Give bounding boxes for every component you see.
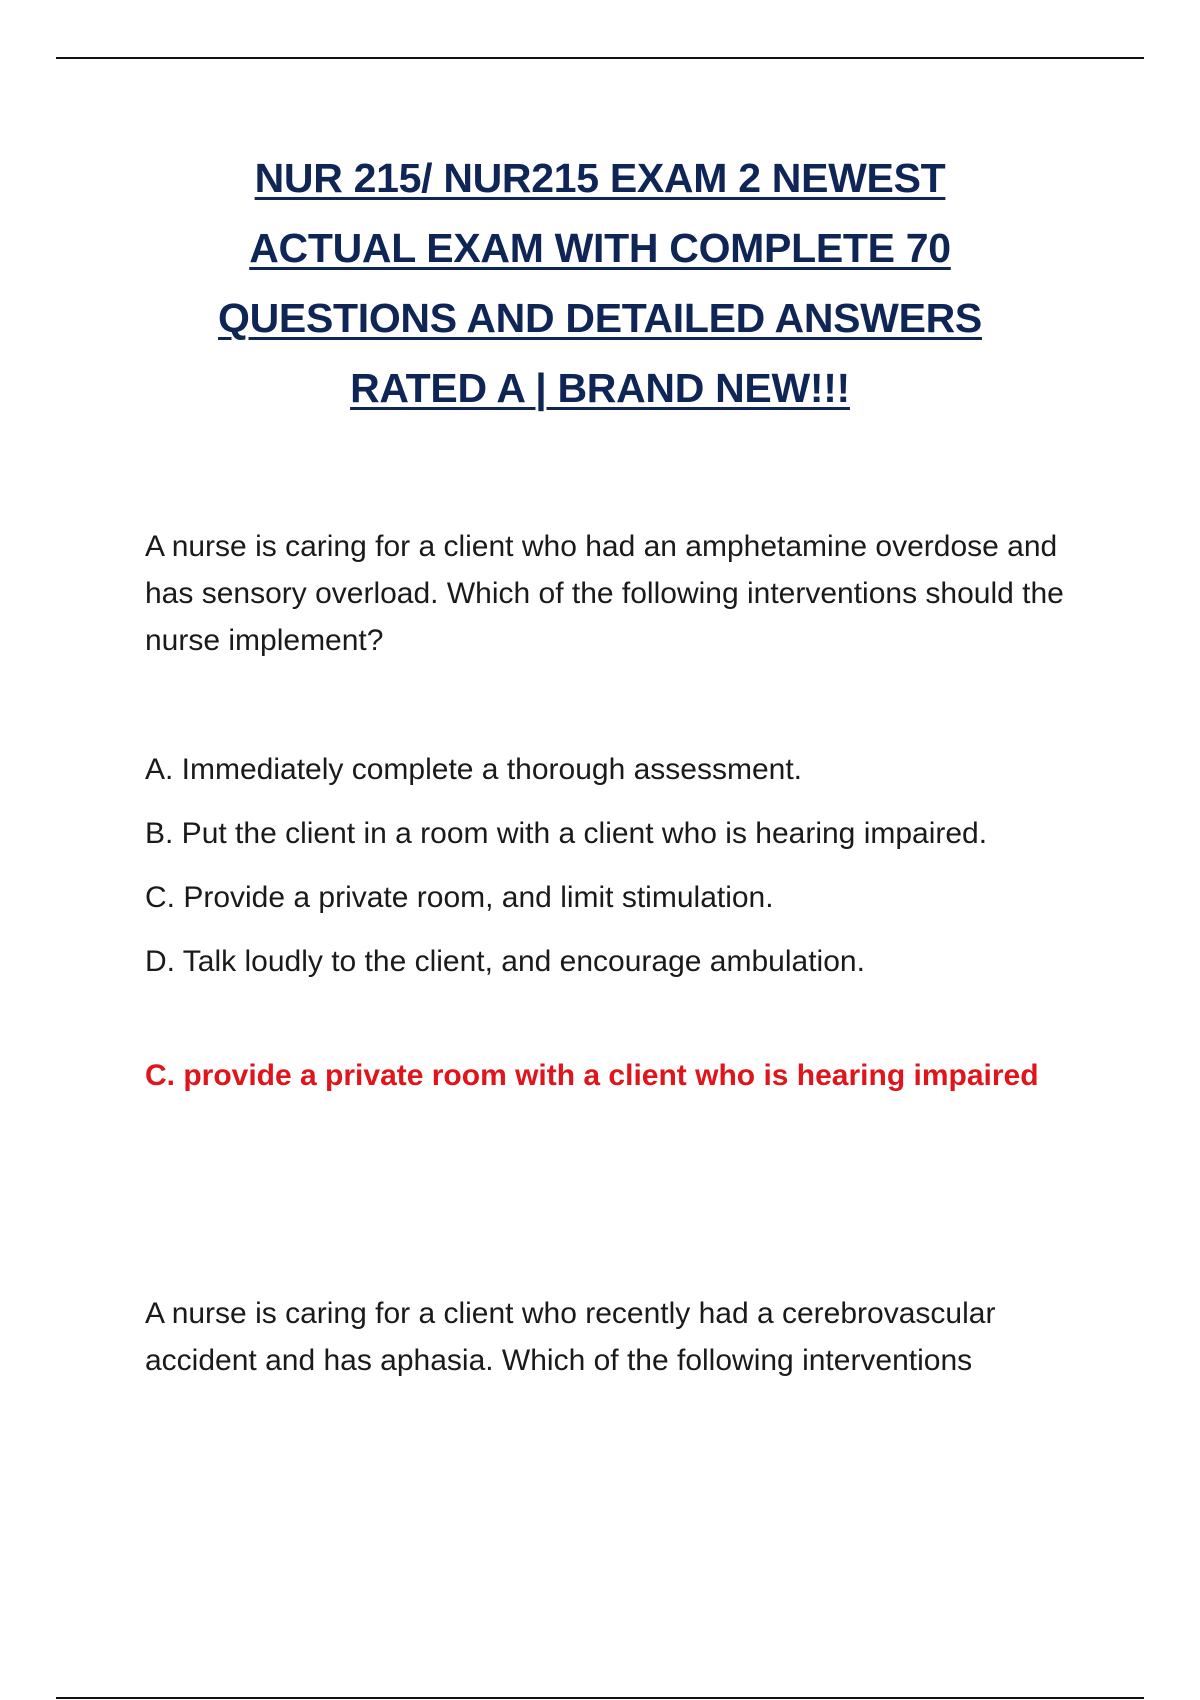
question-1-text: A nurse is caring for a client who had an amphetamine overdose and has sensory overload. Which of the following interventions should the nurse implement? (145, 530, 1064, 657)
document-title (150, 143, 1050, 423)
question-1-answer: C. provide a private room with a client who is hearing impaired (145, 1059, 1039, 1092)
title-line-2: ACTUAL EXAM WITH COMPLETE 70 (249, 225, 951, 271)
bottom-rule (56, 1697, 1144, 1699)
option-d: D. Talk loudly to the client, and encourage ambulation. (145, 945, 865, 978)
question-1-options (145, 746, 1105, 1002)
option-a: A. Immediately complete a thorough assessment. (145, 753, 802, 786)
title-line-3: QUESTIONS AND DETAILED ANSWERS (218, 295, 982, 341)
top-rule (56, 57, 1144, 59)
option-b: B. Put the client in a room with a client who is hearing impaired. (145, 817, 988, 850)
question-2-text: A nurse is caring for a client who recently had a cerebrovascular accident and has aphasia. Which of the following interventions (145, 1297, 996, 1377)
title-line-4: RATED A | BRAND NEW!!! (350, 365, 850, 411)
option-c: C. Provide a private room, and limit stimulation. (145, 881, 774, 914)
title-line-1: NUR 215/ NUR215 EXAM 2 NEWEST (254, 155, 946, 201)
